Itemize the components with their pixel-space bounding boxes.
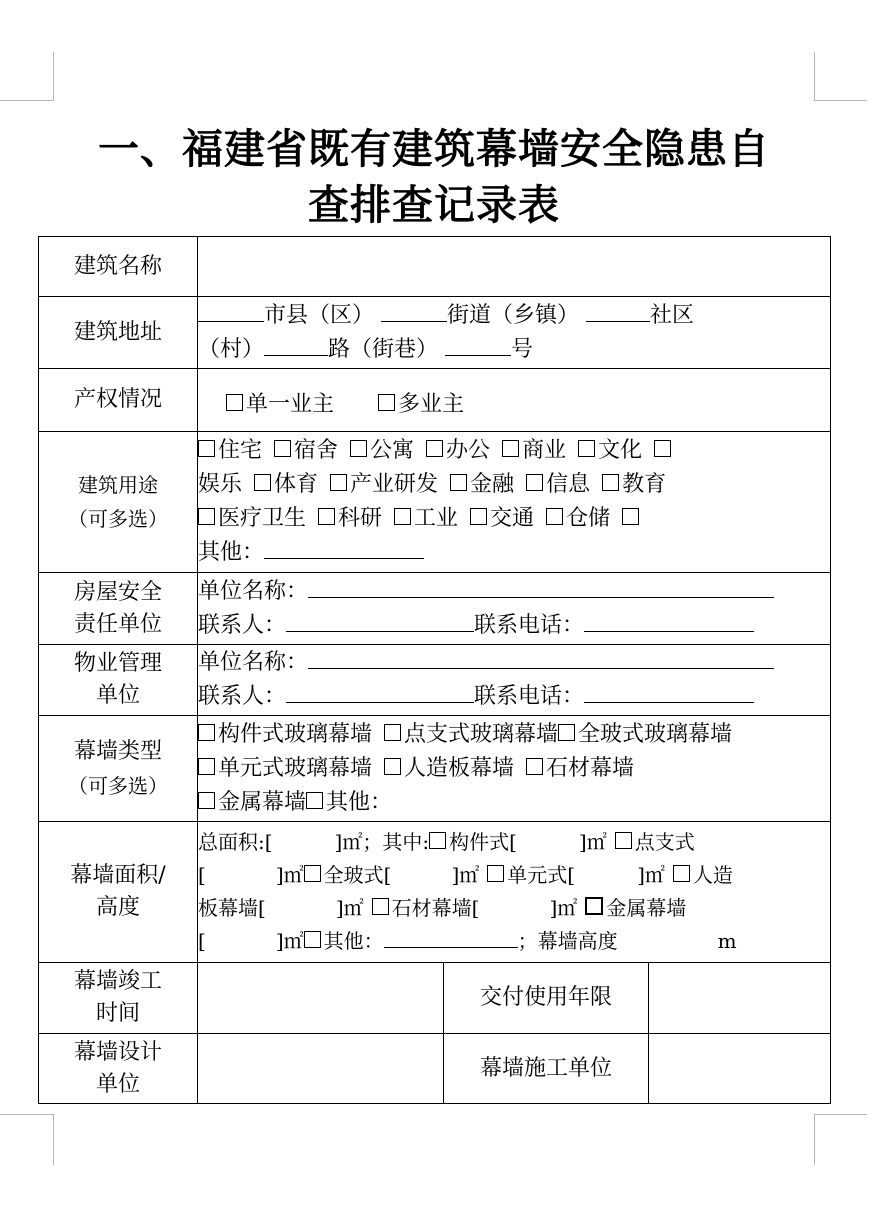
checkbox-storage[interactable] (546, 508, 563, 525)
checkbox-information[interactable] (526, 474, 543, 491)
checkbox-artificial-panel[interactable] (384, 758, 401, 775)
building-name-label: 建筑名称 (39, 237, 198, 297)
construction-unit-field[interactable] (649, 1034, 831, 1104)
checkbox-office[interactable] (426, 440, 443, 457)
checkbox-single-owner[interactable] (226, 394, 243, 411)
option-multi-owner: 多业主 (398, 392, 465, 417)
checkbox-industrial[interactable] (394, 508, 411, 525)
safety-unit-label: 房屋安全 责任单位 (39, 573, 198, 645)
community-blank[interactable] (586, 299, 650, 322)
checkbox-research[interactable] (318, 508, 335, 525)
community-text: 社区 (650, 302, 695, 328)
checkbox-other-type[interactable] (306, 792, 323, 809)
checkbox-component-glass[interactable] (198, 724, 215, 741)
curtain-type-label: 幕墙类型 （可多选） (39, 716, 198, 822)
checkbox-rnd[interactable] (330, 474, 347, 491)
checkbox-area-full-glass[interactable] (304, 865, 321, 882)
checkbox-point-glass[interactable] (384, 724, 401, 741)
construction-unit-label: 幕墙施工单位 (444, 1034, 649, 1104)
village-text: （村） (198, 336, 265, 362)
design-unit-label: 幕墙设计 单位 (39, 1034, 198, 1104)
option-single-owner: 单一业主 (246, 392, 335, 417)
curtain-area-fields: 总面积:[ ]㎡；其中: 构件式[ ]㎡ 点支式 [ ]㎡ 全玻式[ ]㎡ 单元式[ ]㎡ 人造 板幕墙[ ]㎡ 石材幕墙[ ]㎡ 金属幕墙 [ ]㎡ 其他： ；幕墙高度 m (198, 822, 831, 963)
checkbox-stone[interactable] (526, 758, 543, 775)
checkbox-medical[interactable] (198, 508, 215, 525)
row-building-address (39, 297, 831, 369)
checkbox-dormitory[interactable] (274, 440, 291, 457)
checkbox-other-usage[interactable] (622, 508, 639, 525)
checkbox-area-component[interactable] (429, 832, 446, 849)
checkbox-transport[interactable] (470, 508, 487, 525)
service-years-label: 交付使用年限 (444, 963, 649, 1034)
property-contact-blank[interactable] (286, 680, 474, 703)
curtain-type-options: 构件式玻璃幕墙 点支式玻璃幕墙 全玻式玻璃幕墙 单元式玻璃幕墙 人造板幕墙 石材幕墙 金属幕墙 其他： (198, 716, 831, 822)
checkbox-area-stone[interactable] (372, 898, 389, 915)
checkbox-education[interactable] (602, 474, 619, 491)
crop-mark-top-right (814, 52, 867, 101)
street-text: 街道（乡镇） (447, 302, 580, 328)
title-line-2: 查排查记录表 (308, 181, 560, 229)
safety-unit-fields: 单位名称： 联系人： 联系电话： (198, 573, 831, 645)
checkbox-area-metal[interactable] (585, 897, 603, 915)
road-blank[interactable] (264, 333, 328, 356)
completion-time-field[interactable] (198, 963, 444, 1034)
row-property-unit (39, 645, 831, 716)
ownership-label: 产权情况 (39, 369, 198, 432)
row-design (39, 1034, 831, 1104)
building-address-label: 建筑地址 (39, 297, 198, 369)
checkbox-full-glass[interactable] (558, 724, 575, 741)
property-unit-fields: 单位名称： 联系人： 联系电话： (198, 645, 831, 716)
checkbox-apartment[interactable] (350, 440, 367, 457)
checkbox-finance[interactable] (450, 474, 467, 491)
building-address-field[interactable] (198, 297, 831, 369)
row-curtain-type (39, 716, 831, 822)
page-title (38, 121, 830, 233)
ownership-options (198, 369, 831, 432)
checkbox-metal[interactable] (198, 792, 215, 809)
building-usage-options: 住宅 宿舍 公寓 办公 商业 文化 娱乐 体育 产业研发 金融 信息 教育 医疗卫生 科研 工业 交通 仓储 其他： (198, 432, 831, 573)
safety-contact-blank[interactable] (286, 609, 474, 632)
property-unit-label: 物业管理 单位 (39, 645, 198, 716)
number-blank[interactable] (445, 333, 511, 356)
checkbox-multi-owner[interactable] (378, 394, 395, 411)
curtain-area-label: 幕墙面积/ 高度 (39, 822, 198, 963)
road-text: 路（街巷） (328, 336, 439, 362)
other-area-blank[interactable] (384, 929, 518, 948)
crop-mark-bottom-right (814, 1114, 867, 1165)
row-completion (39, 963, 831, 1034)
safety-phone-blank[interactable] (584, 609, 754, 632)
checkbox-entertainment[interactable] (654, 440, 671, 457)
building-usage-label: 建筑用途 （可多选） (39, 432, 198, 573)
checkbox-area-point[interactable] (615, 832, 632, 849)
inspection-form-table (38, 236, 831, 1104)
row-curtain-area (39, 822, 831, 963)
other-usage-blank[interactable] (264, 536, 424, 559)
checkbox-commercial[interactable] (502, 440, 519, 457)
design-unit-field[interactable] (198, 1034, 444, 1104)
row-building-usage (39, 432, 831, 573)
row-safety-unit (39, 573, 831, 645)
row-ownership (39, 369, 831, 432)
row-building-name (39, 237, 831, 297)
number-text: 号 (511, 336, 534, 362)
completion-time-label: 幕墙竣工 时间 (39, 963, 198, 1034)
property-unit-name-blank[interactable] (308, 646, 774, 669)
checkbox-area-other[interactable] (304, 931, 321, 948)
checkbox-unitized-glass[interactable] (198, 758, 215, 775)
checkbox-culture[interactable] (578, 440, 595, 457)
street-blank[interactable] (381, 299, 447, 322)
city-text: 市县（区） (264, 302, 375, 328)
crop-mark-bottom-left (0, 1114, 54, 1165)
property-phone-blank[interactable] (584, 680, 754, 703)
crop-mark-top-left (0, 52, 54, 101)
title-line-1: 一、福建省既有建筑幕墙安全隐患自 (98, 125, 770, 173)
checkbox-sports[interactable] (254, 474, 271, 491)
building-name-field[interactable] (198, 237, 831, 297)
service-years-field[interactable] (649, 963, 831, 1034)
checkbox-area-unitized[interactable] (487, 865, 504, 882)
city-blank[interactable] (198, 299, 264, 322)
checkbox-residential[interactable] (198, 440, 215, 457)
checkbox-area-artificial[interactable] (673, 865, 690, 882)
safety-unit-name-blank[interactable] (308, 575, 774, 598)
